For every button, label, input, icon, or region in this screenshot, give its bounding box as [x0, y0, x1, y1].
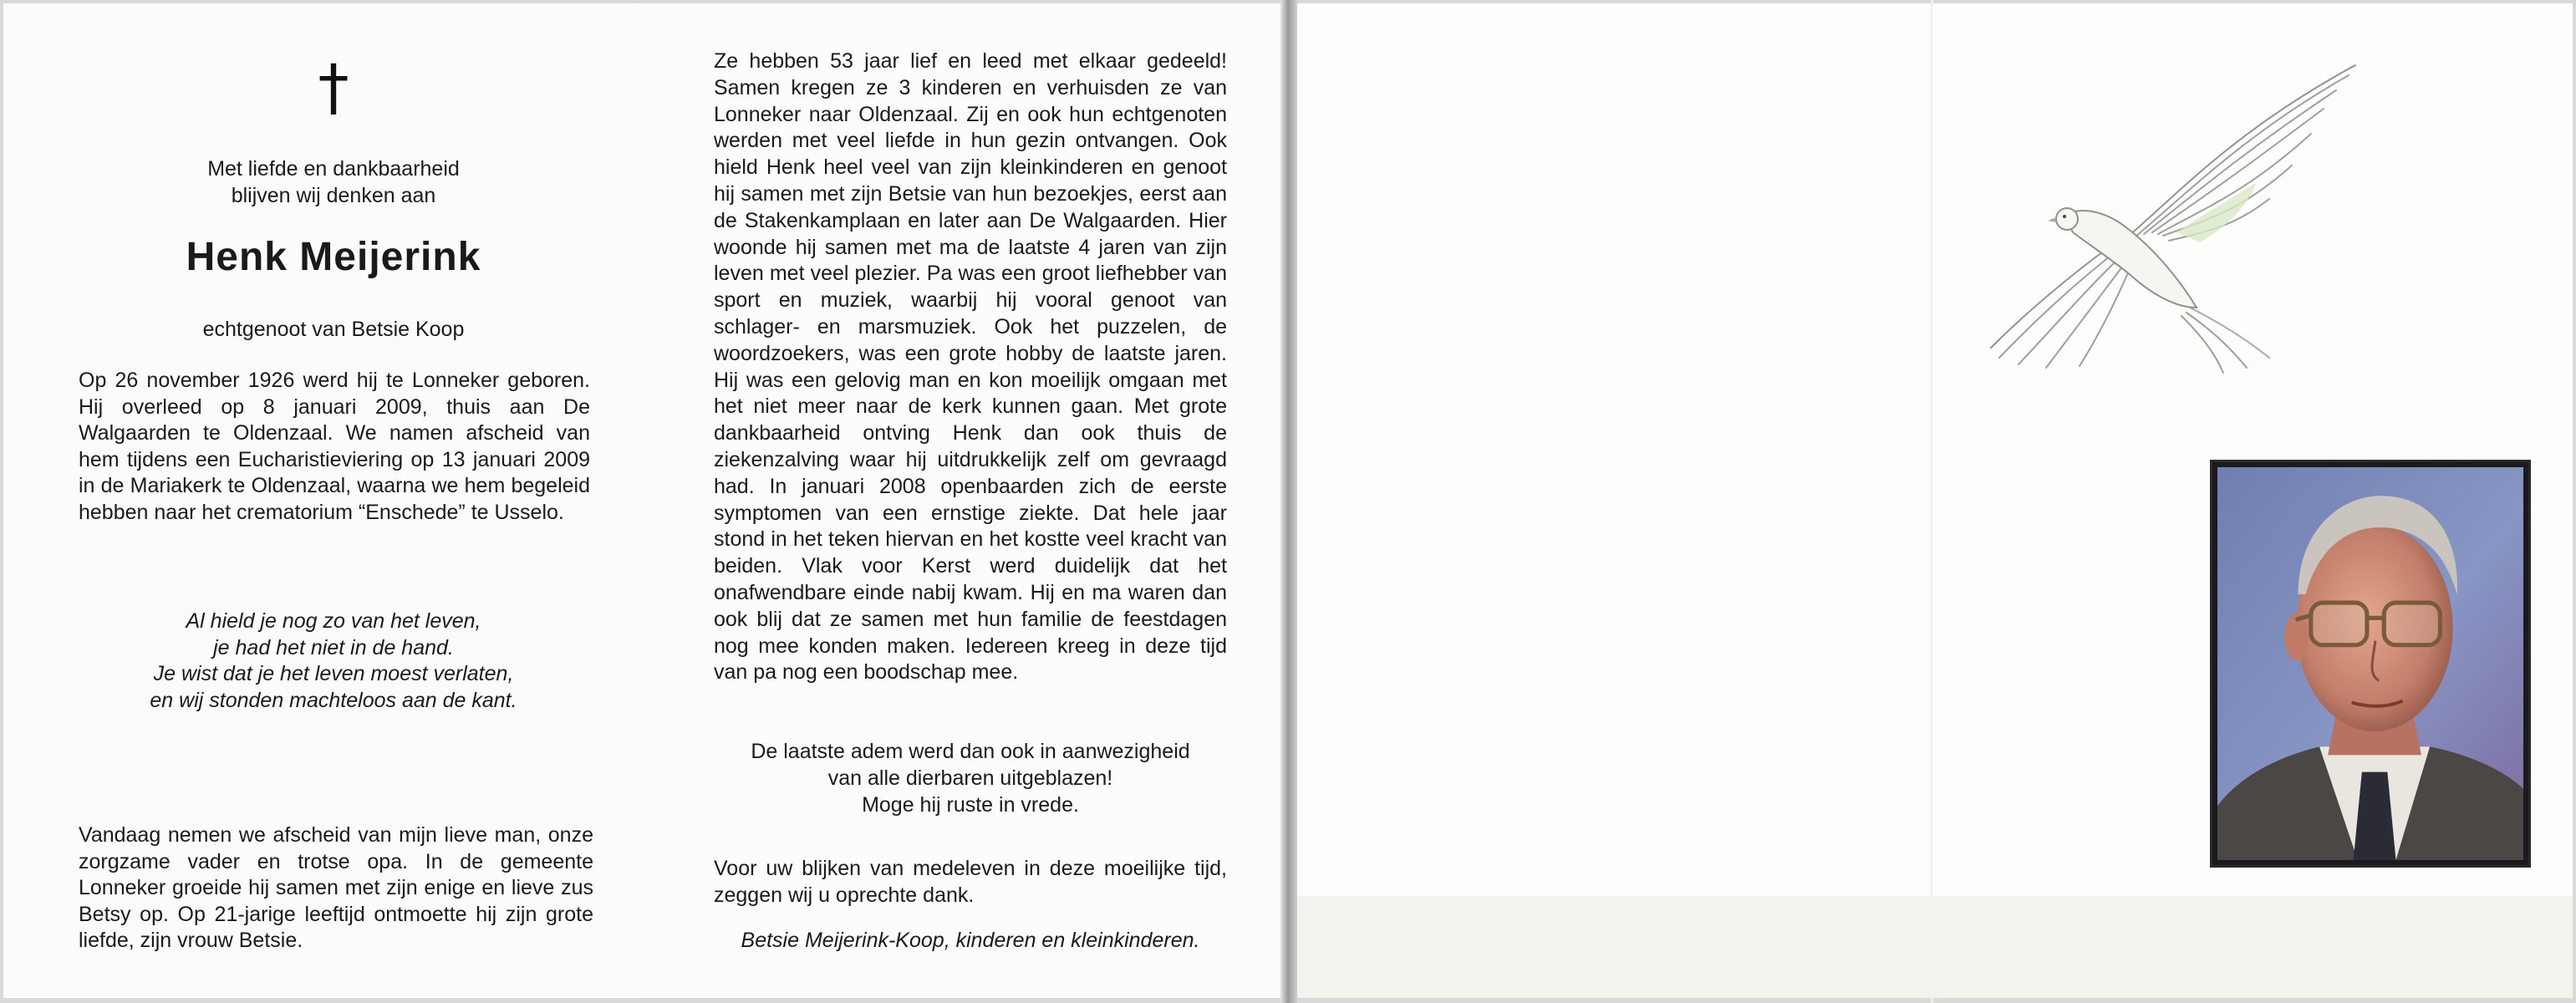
farewell-paragraph: Vandaag nemen we afscheid van mijn lieve man, onze zorgzame vader en trotse opa. In de gemeente Lonneker groeide hij samen met zijn enige en lieve zus Betsy op. Op 21-jarige leeftijd ontmoette hij zijn grote liefde, zijn vrouw Betsie.: [79, 823, 593, 953]
intro-line: blijven wij denken aan: [231, 184, 436, 207]
intro-text: [0, 155, 667, 209]
poem: [0, 608, 667, 714]
biography-text: Op 26 november 1926 werd hij te Lonneker geboren. Hij overleed op 8 januari 2009, thuis aan De Walgaarden te Oldenzaal. We namen afscheid van hem tijdens een Eucharistieviering op 13 januari 2009 in de Mariakerk te Oldenzaal, waarna we hem begeleid hebben naar het crematorium “Enschede” te Usselo.: [79, 369, 590, 524]
poem-line: Je wist dat je het leven moest verlaten,: [153, 662, 514, 686]
paper-bottom-band: [1297, 896, 2573, 998]
spouse-line: echtgenoot van Betsie Koop: [202, 318, 465, 341]
poem-line: Al hield je nog zo van het leven,: [186, 609, 481, 633]
intro-line: Met liefde en dankbaarheid: [207, 157, 460, 181]
poem-line: en wij stonden machteloos aan de kant.: [150, 688, 517, 712]
portrait-photo: [2210, 460, 2531, 868]
cross-icon: †: [318, 52, 349, 124]
thanks-text: Voor uw blijken van medeleven in deze moeilijke tijd, zeggen wij u oprechte dank.: [714, 857, 1227, 907]
deceased-name: Henk Meijerink: [186, 235, 481, 279]
closing-line: van alle dierbaren uitgeblazen!: [827, 766, 1113, 790]
closing-line: Moge hij ruste in vrede.: [862, 792, 1079, 817]
closing-line: De laatste adem werd dan ook in aanwezigheid: [751, 740, 1190, 763]
panel-blank: [1297, 3, 1932, 998]
poem-line: je had het niet in de hand.: [213, 635, 454, 659]
life-story-text: Ze hebben 53 jaar lief en leed met elkaar gedeeld! Samen kregen ze 3 kinderen en verhuisden ze van Lonneker naar Oldenzaal. Zij en ook hun echtgenoten werden met veel liefde in hun gezin ontvangen. Ook hield Henk heel veel van zijn kleinkinderen en genoot hij samen met zijn Betsie van hun bezoekjes, eerst aan de Stakenkamplaan en later aan De Walgaarden. Hier woonde hij samen met ma de laatste 4 jaren van zijn leven met veel plezier. Pa was een groot liefhebber van sport en muziek, waarbij hij vooral genoot van schlager- en marsmuziek. Ook het puzzelen, de woordzoekers, was een grote hobby de laatste jaren. Hij was een gelovig man en kon moeilijk omgaan met het niet meer naar de kerk kunnen gaan. Met grote dankbaarheid ontving Henk dan ook thuis de ziekenzalving waar hij uitdrukkelijk zelf om gevraagd had. In januari 2008 openbaarden zich de eerste symptomen van een ernstige ziekte. Dat hele jaar stond in het teken hiervan en het kostte veel kracht van beiden. Vlak voor Kerst werd duidelijk dat het onafwendbare einde nabij kwam. Hij en ma waren dan ook blij dat ze samen met hun familie de feestdagen nog mee konden maken. Iedereen kreeg in deze tijd van pa nog een boodschap mee.: [714, 49, 1227, 685]
family-signoff: Betsie Meijerink-Koop, kinderen en kleinkinderen.: [741, 929, 1200, 952]
closing-lines: [714, 739, 1227, 818]
dove-icon: [1981, 57, 2374, 391]
card-fold: [1280, 0, 1297, 1003]
